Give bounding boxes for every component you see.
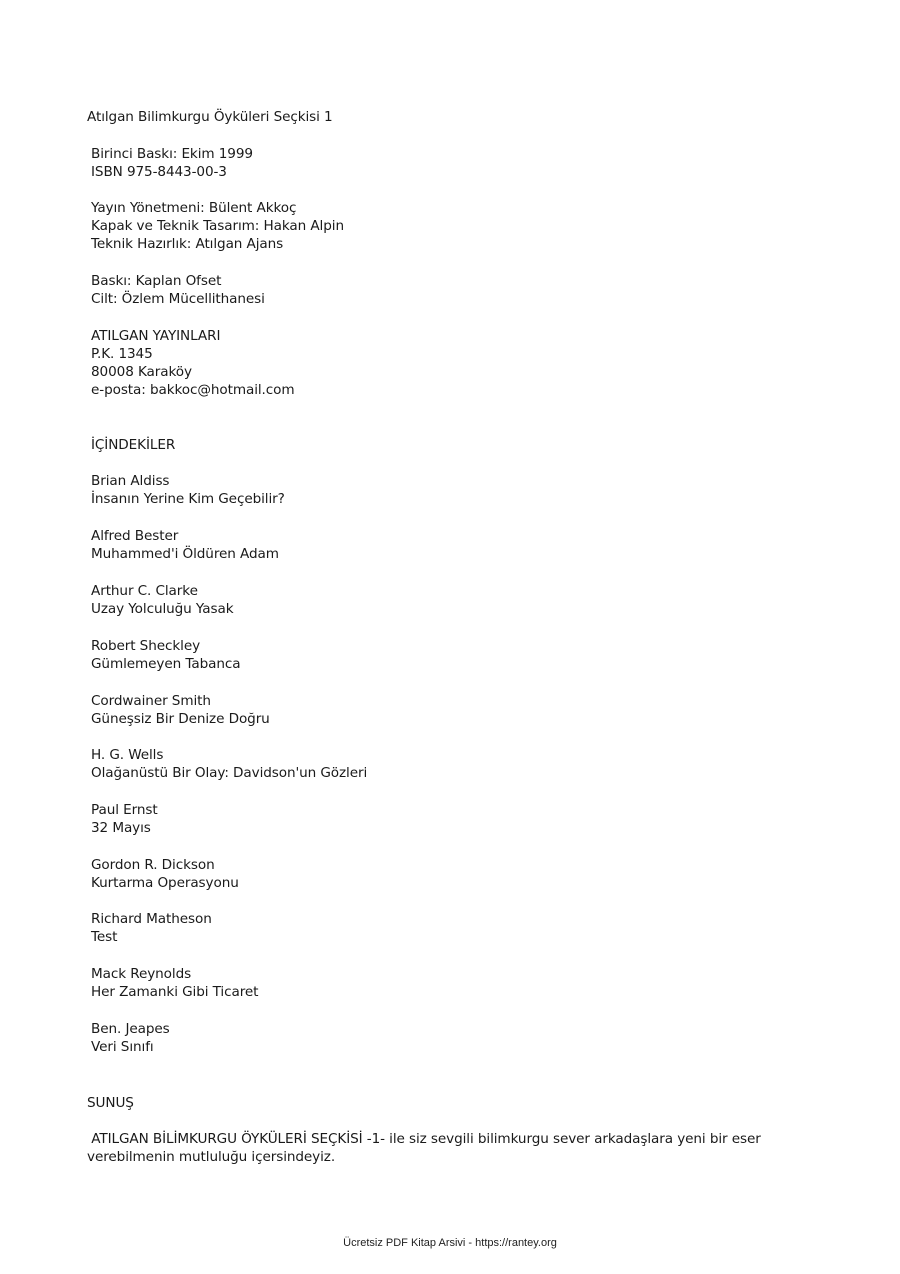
toc-author: Arthur C. Clarke bbox=[91, 583, 198, 599]
publisher-address: 80008 Karaköy bbox=[91, 364, 192, 380]
toc-story-title: Uzay Yolculuğu Yasak bbox=[91, 601, 234, 617]
toc-author: Alfred Bester bbox=[91, 528, 179, 544]
toc-author: Brian Aldiss bbox=[91, 473, 170, 489]
toc-author: Cordwainer Smith bbox=[91, 693, 211, 709]
toc-story-title: İnsanın Yerine Kim Geçebilir? bbox=[91, 491, 285, 507]
page-footer: Ücretsiz PDF Kitap Arsivi - https://rantey.org bbox=[343, 1237, 557, 1249]
edition-line: Birinci Baskı: Ekim 1999 bbox=[91, 146, 253, 162]
publisher-po-box: P.K. 1345 bbox=[91, 346, 153, 362]
toc-author: Gordon R. Dickson bbox=[91, 857, 215, 873]
editor-line: Yayın Yönetmeni: Bülent Akkoç bbox=[91, 200, 297, 216]
binding-line: Cilt: Özlem Mücellithanesi bbox=[91, 291, 265, 307]
toc-story-title: Gümlemeyen Tabanca bbox=[91, 656, 241, 672]
cover-design-line: Kapak ve Teknik Tasarım: Hakan Alpin bbox=[91, 218, 344, 234]
printing-line: Baskı: Kaplan Ofset bbox=[91, 273, 222, 289]
toc-story-title: Güneşsiz Bir Denize Doğru bbox=[91, 711, 270, 727]
toc-author: Ben. Jeapes bbox=[91, 1021, 170, 1037]
toc-story-title: Her Zamanki Gibi Ticaret bbox=[91, 984, 259, 1000]
toc-heading: İÇİNDEKİLER bbox=[91, 437, 176, 453]
foreword-heading: SUNUŞ bbox=[87, 1095, 134, 1111]
publisher-email: e-posta: bakkoc@hotmail.com bbox=[91, 382, 295, 398]
toc-story-title: Veri Sınıfı bbox=[91, 1039, 154, 1055]
toc-story-title: Olağanüstü Bir Olay: Davidson'un Gözleri bbox=[91, 765, 368, 781]
toc-author: Richard Matheson bbox=[91, 911, 212, 927]
toc-story-title: 32 Mayıs bbox=[91, 820, 151, 836]
toc-author: Paul Ernst bbox=[91, 802, 158, 818]
toc-author: Robert Sheckley bbox=[91, 638, 201, 654]
foreword-paragraph: ATILGAN BİLİMKURGU ÖYKÜLERİ SEÇKİSİ -1- ile siz sevgili bilimkurgu sever arkadaşlara yeni bir eser verebilmenin mutluluğu içersindeyiz. bbox=[87, 1131, 765, 1165]
toc-story-title: Test bbox=[91, 929, 118, 945]
series-title: Atılgan Bilimkurgu Öyküleri Seçkisi 1 bbox=[87, 109, 333, 125]
publisher-name: ATILGAN YAYINLARI bbox=[91, 328, 221, 344]
toc-story-title: Muhammed'i Öldüren Adam bbox=[91, 546, 279, 562]
technical-prep-line: Teknik Hazırlık: Atılgan Ajans bbox=[91, 236, 284, 252]
toc-author: H. G. Wells bbox=[91, 747, 164, 763]
toc-story-title: Kurtarma Operasyonu bbox=[91, 875, 239, 891]
toc-author: Mack Reynolds bbox=[91, 966, 192, 982]
isbn-line: ISBN 975-8443-00-3 bbox=[91, 164, 227, 180]
